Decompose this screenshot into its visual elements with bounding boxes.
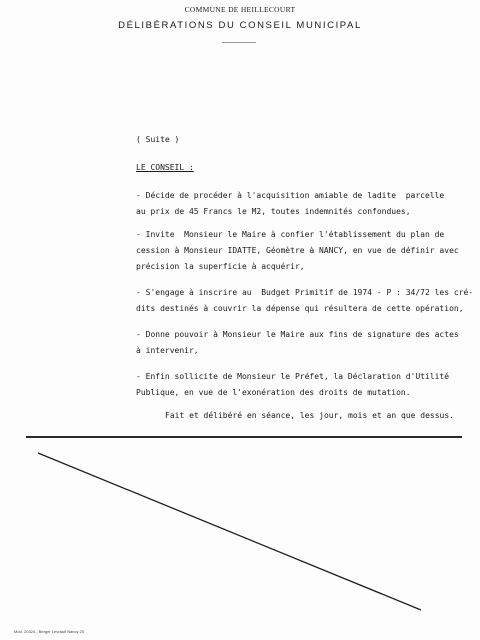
resolution-paragraph: - Enfin sollicite de Monsieur le Préfet, la Déclaration d'Utilité Publique, en vue de l'exonération des droits de mutation. [136, 372, 450, 397]
resolution-paragraph: - Décide de procéder à l'acquisition amiable de ladite parcelle au prix de 45 Francs le M2, toutes indemnités confondues, [136, 191, 445, 216]
printer-imprint: Mod. 20324 - Berger Levrault Nancy 20 [14, 629, 85, 634]
register-title: DÉLIBÉRATIONS DU CONSEIL MUNICIPAL [118, 20, 362, 31]
suite-label: ( Suite ) [136, 135, 180, 144]
conseil-heading: LE CONSEIL : [136, 163, 194, 172]
resolution-paragraph: - Invite Monsieur le Maire à confier l'établissement du plan de cession à Monsieur IDATTE, Géomètre à NANCY, en vue de définir avec précision la superficie à acquérir, [136, 230, 459, 271]
closing-statement: Fait et délibéré en séance, les jour, mois et an que dessus. [165, 411, 454, 420]
commune-header: COMMUNE DE HEILLECOURT [184, 5, 296, 14]
resolution-paragraph: - S'engage à inscrire au Budget Primitif de 1974 - P : 34/72 les cré- dits destinés à couvrir la dépense qui résultera de cette opération, [136, 288, 474, 313]
resolution-paragraph: - Donne pouvoir à Monsieur le Maire aux fins de signature des actes à intervenir, [136, 330, 459, 355]
